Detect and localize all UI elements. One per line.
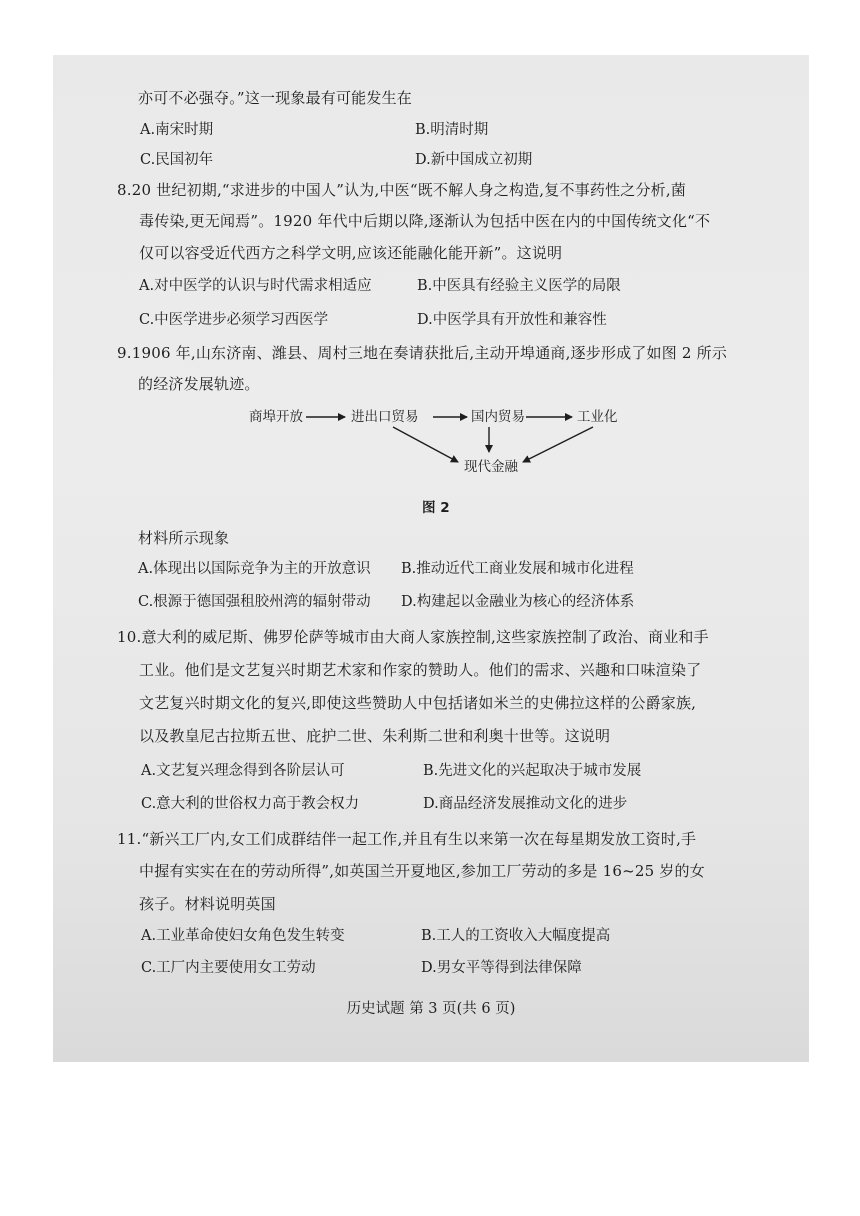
- q8-option-c: C.中医学进步必须学习西医学: [139, 312, 329, 328]
- q9-option-b: B.推动近代工商业发展和城市化进程: [401, 561, 634, 577]
- q7-option-d: D.新中国成立初期: [415, 152, 533, 168]
- arrow-industry-to-finance: [523, 427, 593, 462]
- q9-option-a: A.体现出以国际竞争为主的开放意识: [138, 561, 371, 577]
- q11-option-c: C.工厂内主要使用女工劳动: [141, 960, 316, 976]
- q8-option-b: B.中医具有经验主义医学的局限: [417, 278, 621, 294]
- q10-stem-line-1: 10.意大利的威尼斯、佛罗伦萨等城市由大商人家族控制,这些家族控制了政治、商业和手: [117, 628, 709, 646]
- q8-stem-line-2: 毒传染,更无闻焉”。1920 年代中后期以降,逐渐认为包括中医在内的中国传统文化“不: [139, 212, 711, 230]
- q9-option-c: C.根源于德国强租胶州湾的辐射带动: [138, 594, 371, 610]
- q11-stem-line-1: 11.“新兴工厂内,女工们成群结伴一起工作,并且有生以来第一次在每星期发放工资时,手: [117, 830, 697, 848]
- q9-prompt: 材料所示现象: [138, 529, 230, 547]
- q11-option-a: A.工业革命使妇女角色发生转变: [141, 928, 345, 944]
- q10-option-d: D.商品经济发展推动文化的进步: [423, 796, 628, 812]
- q11-stem-line-3: 孩子。材料说明英国: [139, 895, 276, 913]
- page-footer: 历史试题 第 3 页(共 6 页): [346, 1001, 516, 1017]
- q8-option-d: D.中医学具有开放性和兼容性: [417, 312, 607, 328]
- node-open-port: 商埠开放: [249, 409, 303, 425]
- q9-option-d: D.构建起以金融业为核心的经济体系: [401, 594, 635, 610]
- node-import-export-trade: 进出口贸易: [351, 409, 419, 425]
- q7-option-b: B.明清时期: [415, 122, 489, 138]
- exam-page: [53, 55, 809, 1062]
- q8-stem-line-1: 8.20 世纪初期,“求进步的中国人”认为,中医“既不解人身之构造,复不事药性之分析,菌: [117, 181, 687, 199]
- q11-option-d: D.男女平等得到法律保障: [421, 960, 582, 976]
- q10-stem-line-3: 文艺复兴时期文化的复兴,即使这些赞助人中包括诸如米兰的史佛拉这样的公爵家族,: [139, 694, 697, 712]
- q10-option-a: A.文艺复兴理念得到各阶层认可: [141, 763, 345, 779]
- q11-option-b: B.工人的工资收入大幅度提高: [421, 928, 611, 944]
- node-industrialization: 工业化: [577, 409, 618, 425]
- figure-caption: 图 2: [422, 500, 450, 516]
- q7-stem-tail: 亦可不必强夺。”这一现象最有可能发生在: [138, 89, 412, 107]
- q11-stem-line-2: 中握有实实在在的劳动所得”,如英国兰开夏地区,参加工厂劳动的多是 16~25 岁的女: [139, 862, 705, 880]
- q9-stem-line-2: 的经济发展轨迹。: [138, 375, 260, 393]
- q7-option-a: A.南宋时期: [140, 122, 214, 138]
- q10-stem-line-4: 以及教皇尼古拉斯五世、庇护二世、朱利斯二世和利奥十世等。这说明: [139, 727, 611, 745]
- q8-stem-line-3: 仅可以容受近代西方之科学文明,应该还能融化能开新”。这说明: [139, 244, 563, 262]
- node-domestic-trade: 国内贸易: [471, 409, 525, 425]
- q7-option-c: C.民国初年: [140, 152, 214, 168]
- q8-option-a: A.对中医学的认识与时代需求相适应: [139, 278, 372, 294]
- q10-stem-line-2: 工业。他们是文艺复兴时期艺术家和作家的赞助人。他们的需求、兴趣和口味渲染了: [139, 661, 702, 679]
- q10-option-c: C.意大利的世俗权力高于教会权力: [141, 796, 360, 812]
- q10-option-b: B.先进文化的兴起取决于城市发展: [423, 763, 642, 779]
- q9-stem-line-1: 9.1906 年,山东济南、潍县、周村三地在奏请获批后,主动开埠通商,逐步形成了如图 2 所示: [117, 344, 728, 362]
- node-modern-finance: 现代金融: [464, 459, 518, 475]
- arrow-trade-to-finance: [393, 427, 458, 462]
